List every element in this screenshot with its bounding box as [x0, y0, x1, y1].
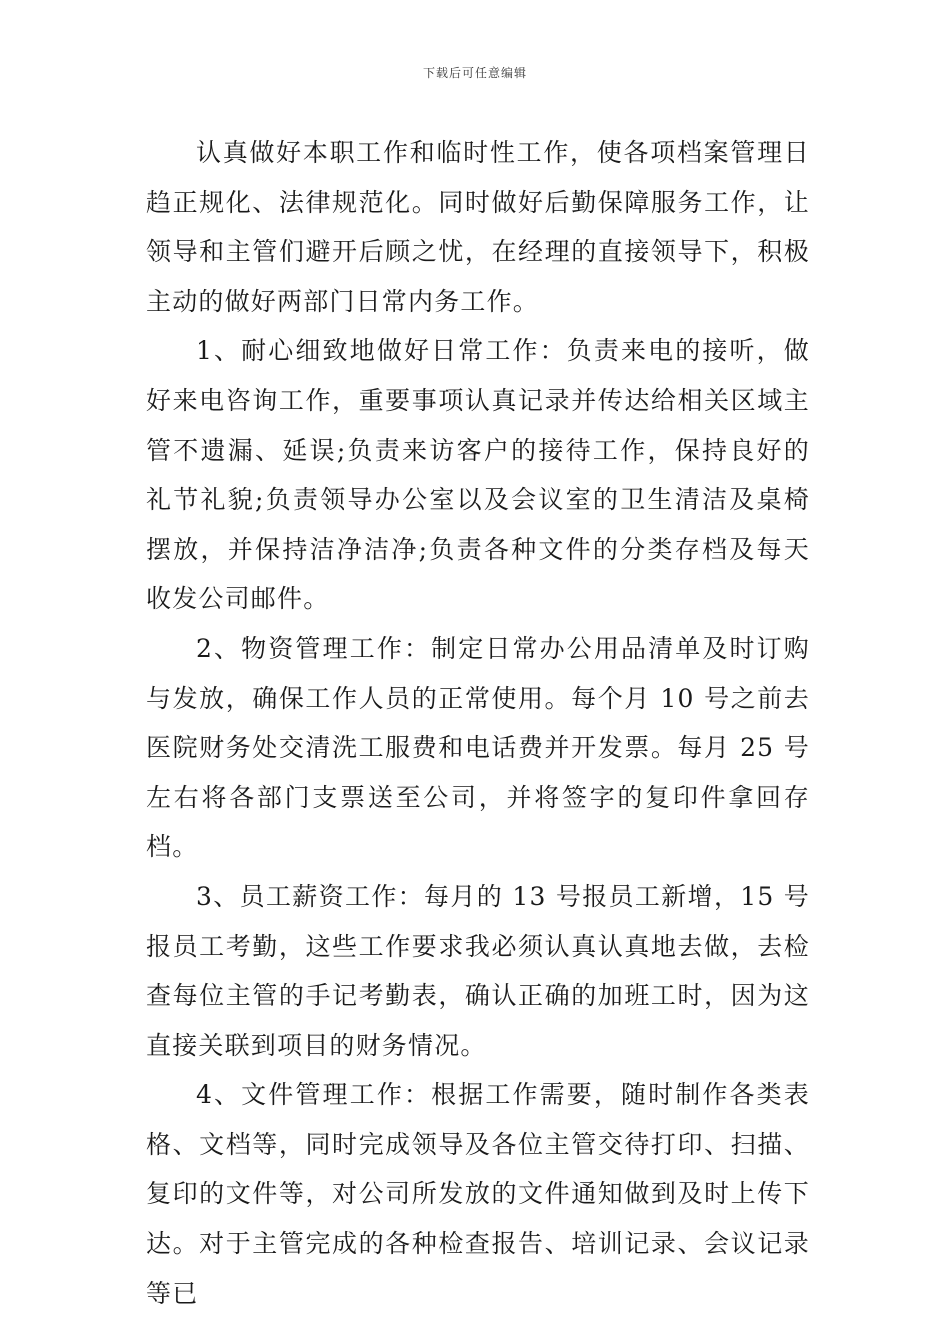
paragraph-intro: 认真做好本职工作和临时性工作，使各项档案管理日趋正规化、法律规范化。同时做好后勤保障服务工作，让领导和主管们避开后顾之忧，在经理的直接领导下，积极主动的做好两部门日常内务工作。: [146, 138, 810, 316]
paragraph-item-2: 2、物资管理工作：制定日常办公用品清单及时订购与发放，确保工作人员的正常使用。每个月 10 号之前去医院财务处交清洗工服费和电话费并开发票。每月 25 号左右将各部门支票送至公司，并将签字的复印件拿回存档。: [146, 633, 810, 862]
paragraph-item-3: 3、员工薪资工作：每月的 13 号报员工新增，15 号报员工考勤，这些工作要求我必须认真认真地去做，去检查每位主管的手记考勤表，确认正确的加班工时，因为这直接关联到项目的财务情况。: [146, 881, 810, 1060]
header-note: 下载后可任意编辑: [422, 66, 527, 80]
paragraph-item-1: 1、耐心细致地做好日常工作：负责来电的接听，做好来电咨询工作，重要事项认真记录并传达给相关区域主管不遗漏、延误;负责来访客户的接待工作，保持良好的礼节礼貌;负责领导办公室以及会议室的卫生清洁及桌椅摆放，并保持洁净洁净;负责各种文件的分类存档及每天收发公司邮件。: [146, 336, 810, 614]
document-body: [146, 128, 810, 1318]
paragraph-item-4: 4、文件管理工作：根据工作需要，随时制作各类表格、文档等，同时完成领导及各位主管交待打印、扫描、复印的文件等，对公司所发放的文件通知做到及时上传下达。对于主管完成的各种检查报告、培训记录、会议记录等已: [146, 1080, 810, 1308]
